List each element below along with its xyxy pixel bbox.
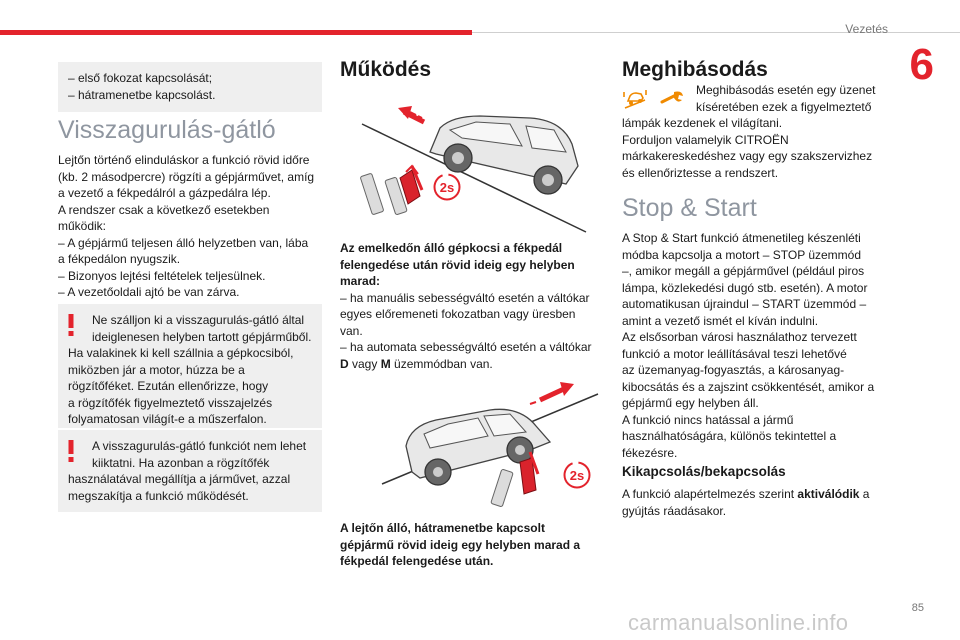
fault-description [622, 82, 884, 181]
text-line: van. [340, 323, 363, 338]
heading-switch-on-off: Kikapcsolás/bekapcsolás [622, 464, 786, 479]
text-line: használhatóságára, különös tekintettel a [622, 429, 837, 443]
gear-d-label: D [340, 356, 349, 371]
heading-fault: Meghibásodás [622, 58, 768, 81]
text-line: A visszagurulás-gátló funkciót nem lehet [92, 439, 307, 453]
header-accent-bar [0, 30, 472, 35]
switch-description [622, 486, 884, 519]
text-line: lámpák kezdenek el világítani. [622, 116, 783, 130]
text-line: Meghibásodás esetén egy üzenet [696, 83, 876, 97]
text-line: – A gépjármű teljesen álló helyzetben van, lába [58, 235, 309, 250]
chapter-number: 6 [909, 40, 934, 89]
illustration-downhill-reverse-car [380, 374, 602, 514]
text-line: ideiglenesen helyben tartott gépjárműből. [92, 329, 312, 344]
stop-start-description [622, 230, 884, 461]
text-span: üzemmódban van. [390, 356, 493, 371]
page-number: 85 [911, 602, 924, 614]
list-item: – első fokozat kapcsolását; [68, 71, 213, 85]
text-line: A lejtőn álló, hátramenetbe kapcsolt [340, 521, 545, 535]
text-line [622, 486, 884, 503]
text-line: kiiktatni. Ha azonban a rögzítőfék [92, 455, 270, 470]
text-line: Forduljon valamelyik CITROËN [622, 132, 789, 147]
text-line: Az emelkedőn álló gépkocsi a fékpedál [340, 241, 563, 255]
text-line: – ha manuális sebességváltó esetén a váltókar [340, 290, 590, 305]
badge-label: 2s [569, 468, 585, 483]
text-line: fékpedál felengedése után. [340, 554, 494, 568]
text-line: működik: [58, 219, 107, 233]
warning-exclamation-icon [66, 440, 80, 462]
text-line: (kb. 2 másodpercre) rögzíti a gépjárművet, amíg [58, 169, 315, 184]
text-line: a vezető a fékpedálról a gázpedálra lép. [58, 186, 271, 200]
list-item: – hátramenetbe kapcsolást. [68, 87, 216, 102]
text-line: –, amikor megáll a gépjárművel (például piros [622, 264, 865, 278]
text-line: rögzítőféket. Ezután ellenőrizze, hogy [68, 379, 269, 393]
hill-assist-description [58, 152, 322, 301]
text-line: miközben jár a motor, húzza be a [68, 362, 245, 377]
text-line: Ha valakinek ki kell szállnia a gépkocsiból, [68, 346, 294, 360]
warning-box-exit-vehicle [58, 304, 322, 428]
text-line: gépjármű rövid ideig egy helyben marad a [340, 537, 581, 552]
continued-list-box [58, 62, 322, 112]
caption-uphill [340, 240, 602, 372]
text-line: A funkció nincs hatással a jármű [622, 412, 794, 427]
text-line: kíséretében ezek a figyelmeztető [696, 99, 872, 114]
text-line: Lejtőn történő elinduláskor a funkció rövid időre [58, 153, 310, 167]
badge-label: 2s [439, 180, 455, 195]
text-line: funkció a motor leállításával teszi lehetővé [622, 346, 847, 361]
text-line: kibocsátás és a zajszint csökkentését, amikor a [622, 379, 875, 394]
text-line: az üzemanyag-fogyasztás, a károsanyag- [622, 363, 845, 377]
caption-downhill [340, 520, 602, 570]
two-second-badge-icon [562, 460, 592, 490]
section-title: Vezetés [845, 22, 888, 36]
text-line: A Stop & Start funkció átmenetileg készenléti [622, 231, 861, 245]
text-line: Az elsősorban városi használathoz tervezett [622, 330, 857, 344]
text-line: Ne szálljon ki a visszagurulás-gátló által [92, 313, 305, 327]
text-line: amint a vezető ismét el kíván indulni. [622, 313, 819, 328]
watermark: carmanualsonline.info [628, 610, 849, 635]
heading-stop-start: Stop & Start [622, 194, 757, 222]
text-line: a fékpedálon nyugszik. [58, 252, 181, 266]
text-line: lámpa, közlekedési dugó stb. esetén). A motor [622, 280, 868, 295]
text-line: A rendszer csak a következő esetekben [58, 202, 270, 217]
heading-operation: Működés [340, 58, 432, 81]
text-line: és ellenőriztesse a rendszert. [622, 165, 779, 180]
two-second-badge-icon [432, 172, 462, 202]
text-line [340, 356, 602, 373]
heading-hill-start-assist: Visszagurulás-gátló [58, 116, 276, 144]
text-line: – Bizonyos lejtési feltételek teljesülnek. [58, 268, 266, 283]
text-line: módba kapcsolja a motort – STOP üzemmód [622, 247, 862, 262]
text-line: márkakereskedéshez vagy egy szakszervizhez [622, 149, 873, 163]
text-line: – A vezetőoldali ajtó be van zárva. [58, 285, 240, 299]
text-line: gépjármű egy helyben áll. [622, 396, 759, 410]
gear-m-label: M [380, 356, 391, 371]
text-span: A funkció alapértelmezés szerint [622, 487, 798, 501]
text-line: használatával megállítja a járművet, azzal [68, 472, 291, 486]
text-line: megszakítja a funkció működését. [68, 488, 249, 503]
text-line: automatikusan újraindul – START üzemmód – [622, 297, 867, 311]
text-span: vagy [348, 356, 381, 371]
text-line: fékezésre. [622, 445, 678, 460]
text-line: gyújtás ráadásakor. [622, 503, 727, 518]
warning-exclamation-icon [66, 314, 80, 336]
text-line: marad: [340, 274, 381, 288]
text-line [340, 339, 602, 356]
text-line: a rögzítőfék figyelmeztető visszajelzés [68, 395, 273, 410]
text-span-bold: aktiválódik [797, 487, 860, 501]
illustration-uphill-car [340, 86, 602, 236]
warning-box-cannot-disable [58, 430, 322, 512]
text-line: egyes előremeneti fokozatban vagy üresben [340, 307, 576, 321]
text-span: a [859, 487, 870, 501]
text-line: folyamatosan világít-e a műszerfalon. [68, 412, 267, 426]
text-span: – ha automata sebességváltó esetén a váltókar [340, 340, 592, 354]
text-line: felengedése után rövid ideig egy helyben [340, 257, 575, 272]
